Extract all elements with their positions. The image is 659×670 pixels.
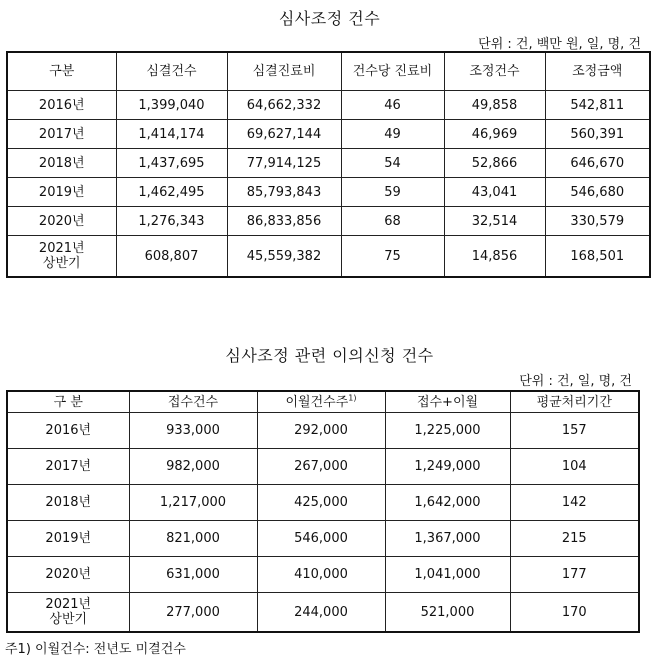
cell: 59 (341, 178, 444, 207)
table1-header-adjust-amount: 조정금액 (545, 52, 650, 91)
cell: 1,414,174 (116, 120, 227, 149)
cell: 32,514 (444, 207, 545, 236)
table1-header-decision-count: 심결건수 (116, 52, 227, 91)
table1-header-decision-cost: 심결진료비 (227, 52, 341, 91)
cell: 69,627,144 (227, 120, 341, 149)
cell: 54 (341, 149, 444, 178)
row-year-line2: 상반기 (42, 256, 81, 271)
row-year: 2020년 (7, 207, 116, 236)
cell: 1,041,000 (385, 557, 510, 593)
cell: 546,680 (545, 178, 650, 207)
table1-header-adjust-count: 조정건수 (444, 52, 545, 91)
table-row (7, 485, 639, 521)
cell: 77,914,125 (227, 149, 341, 178)
cell: 244,000 (257, 593, 385, 633)
cell: 410,000 (257, 557, 385, 593)
cell: 49 (341, 120, 444, 149)
table2-header-avg-days: 평균처리기간 (510, 391, 639, 413)
cell: 277,000 (129, 593, 257, 633)
footnote: 주1) 이월건수: 전년도 미결건수 (5, 642, 186, 657)
table-row (7, 236, 650, 278)
row-year (7, 236, 116, 278)
cell: 215 (510, 521, 639, 557)
cell: 546,000 (257, 521, 385, 557)
cell: 560,391 (545, 120, 650, 149)
cell: 646,670 (545, 149, 650, 178)
cell: 14,856 (444, 236, 545, 278)
table-row (7, 149, 650, 178)
cell: 425,000 (257, 485, 385, 521)
row-year: 2018년 (7, 149, 116, 178)
cell: 330,579 (545, 207, 650, 236)
table-row (7, 91, 650, 120)
table-row (7, 557, 639, 593)
row-year: 2016년 (7, 413, 129, 449)
cell: 142 (510, 485, 639, 521)
table-row (7, 593, 639, 633)
cell: 1,462,495 (116, 178, 227, 207)
table2-header-received-plus-carried: 접수+이월 (385, 391, 510, 413)
table-row (7, 449, 639, 485)
table2-header-category: 구 분 (7, 391, 129, 413)
cell: 1,399,040 (116, 91, 227, 120)
row-year: 2018년 (7, 485, 129, 521)
cell: 68 (341, 207, 444, 236)
cell: 821,000 (129, 521, 257, 557)
cell: 1,642,000 (385, 485, 510, 521)
row-year-line1: 2021년 (45, 597, 92, 612)
table1-unit-label: 단위 : 건, 백만 원, 일, 명, 건 (478, 37, 641, 52)
cell: 631,000 (129, 557, 257, 593)
cell: 292,000 (257, 413, 385, 449)
row-year-line2: 상반기 (49, 612, 88, 627)
cell: 49,858 (444, 91, 545, 120)
table1-header-cost-per-case: 건수당 진료비 (341, 52, 444, 91)
table1-header-row (7, 52, 650, 91)
footnote-marker: 1) (348, 393, 357, 403)
cell: 1,217,000 (129, 485, 257, 521)
table-row (7, 521, 639, 557)
table1-title: 심사조정 건수 (278, 9, 381, 28)
cell: 46 (341, 91, 444, 120)
table2-header-received: 접수건수 (129, 391, 257, 413)
table-row (7, 413, 639, 449)
cell: 104 (510, 449, 639, 485)
cell: 170 (510, 593, 639, 633)
cell: 46,969 (444, 120, 545, 149)
cell: 75 (341, 236, 444, 278)
cell: 43,041 (444, 178, 545, 207)
row-year: 2016년 (7, 91, 116, 120)
cell: 157 (510, 413, 639, 449)
cell: 177 (510, 557, 639, 593)
table1-header-category: 구분 (7, 52, 116, 91)
row-year: 2019년 (7, 521, 129, 557)
table2-unit-label: 단위 : 건, 일, 명, 건 (519, 374, 632, 389)
row-year: 2019년 (7, 178, 116, 207)
cell: 1,225,000 (385, 413, 510, 449)
cell: 45,559,382 (227, 236, 341, 278)
row-year: 2017년 (7, 120, 116, 149)
carried-over-label: 이월건수주 (285, 394, 349, 410)
table2-header-row (7, 391, 639, 413)
objection-table (6, 390, 640, 633)
cell: 1,437,695 (116, 149, 227, 178)
row-year (7, 593, 129, 633)
screening-adjustment-table (6, 51, 651, 278)
row-year-line1: 2021년 (38, 241, 85, 256)
cell: 267,000 (257, 449, 385, 485)
cell: 542,811 (545, 91, 650, 120)
cell: 933,000 (129, 413, 257, 449)
table-row (7, 120, 650, 149)
cell: 1,276,343 (116, 207, 227, 236)
cell: 86,833,856 (227, 207, 341, 236)
row-year: 2017년 (7, 449, 129, 485)
table-row (7, 207, 650, 236)
cell: 85,793,843 (227, 178, 341, 207)
cell: 64,662,332 (227, 91, 341, 120)
cell: 168,501 (545, 236, 650, 278)
row-year: 2020년 (7, 557, 129, 593)
table2-header-carried-over (257, 391, 385, 413)
cell: 1,249,000 (385, 449, 510, 485)
cell: 521,000 (385, 593, 510, 633)
cell: 608,807 (116, 236, 227, 278)
cell: 52,866 (444, 149, 545, 178)
cell: 1,367,000 (385, 521, 510, 557)
cell: 982,000 (129, 449, 257, 485)
table-row (7, 178, 650, 207)
table2-title: 심사조정 관련 이의신청 건수 (225, 346, 434, 365)
